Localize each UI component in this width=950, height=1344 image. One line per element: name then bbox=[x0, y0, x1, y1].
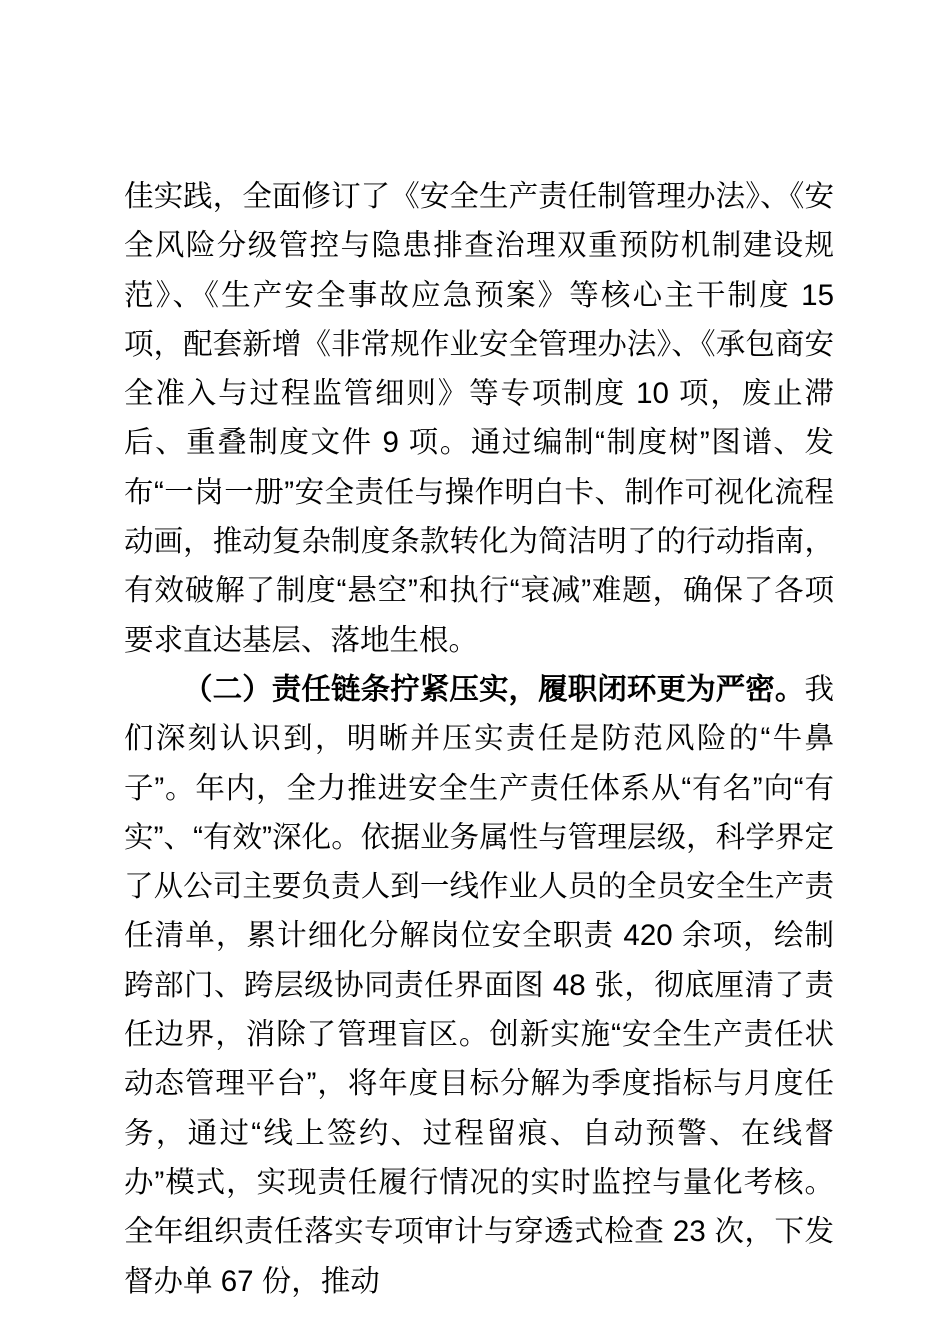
paragraph-section-two bbox=[124, 665, 834, 1306]
paragraph-continued bbox=[124, 172, 834, 665]
section-two-body-text: 我们深刻认识到，明晰并压实责任是防范风险的“牛鼻子”。年内，全力推进安全生产责任体系从“有名”向“有实”、“有效”深化。依据业务属性与管理层级，科学界定了从公司主要负责人到一线作业人员的全员安全生产责任清单，累计细化分解岗位安全职责 420 余项，绘制跨部门、跨层级协同责任界面图 48 张，彻底厘清了责任边界，消除了管理盲区。创新实施“安全生产责任状动态管理平台”，将年度目标分解为季度指标与月度任务，通过“线上签约、过程留痕、自动预警、在线督办”模式，实现责任履行情况的实时监控与量化考核。全年组织责任落实专项审计与穿透式检查 23 次，下发督办单 67 份，推动 bbox=[124, 672, 834, 1298]
paragraph-continued-text: 佳实践，全面修订了《安全生产责任制管理办法》、《安全风险分级管控与隐患排查治理双重预防机制建设规范》、《生产安全事故应急预案》等核心主干制度 15 项，配套新增《非常规作业安全管理办法》、《承包商安全准入与过程监管细则》等专项制度 10 项，废止滞后、重叠制度文件 9 项。通过编制“制度树”图谱、发布“一岗一册”安全责任与操作明白卡、制作可视化流程动画，推动复杂制度条款转化为简洁明了的行动指南，有效破解了制度“悬空”和执行“衰减”难题，确保了各项要求直达基层、落地生根。 bbox=[124, 180, 834, 657]
section-heading-two: （二）责任链条拧紧压实，履职闭环更为严密。 bbox=[183, 672, 805, 706]
document-text-column bbox=[124, 172, 834, 1306]
